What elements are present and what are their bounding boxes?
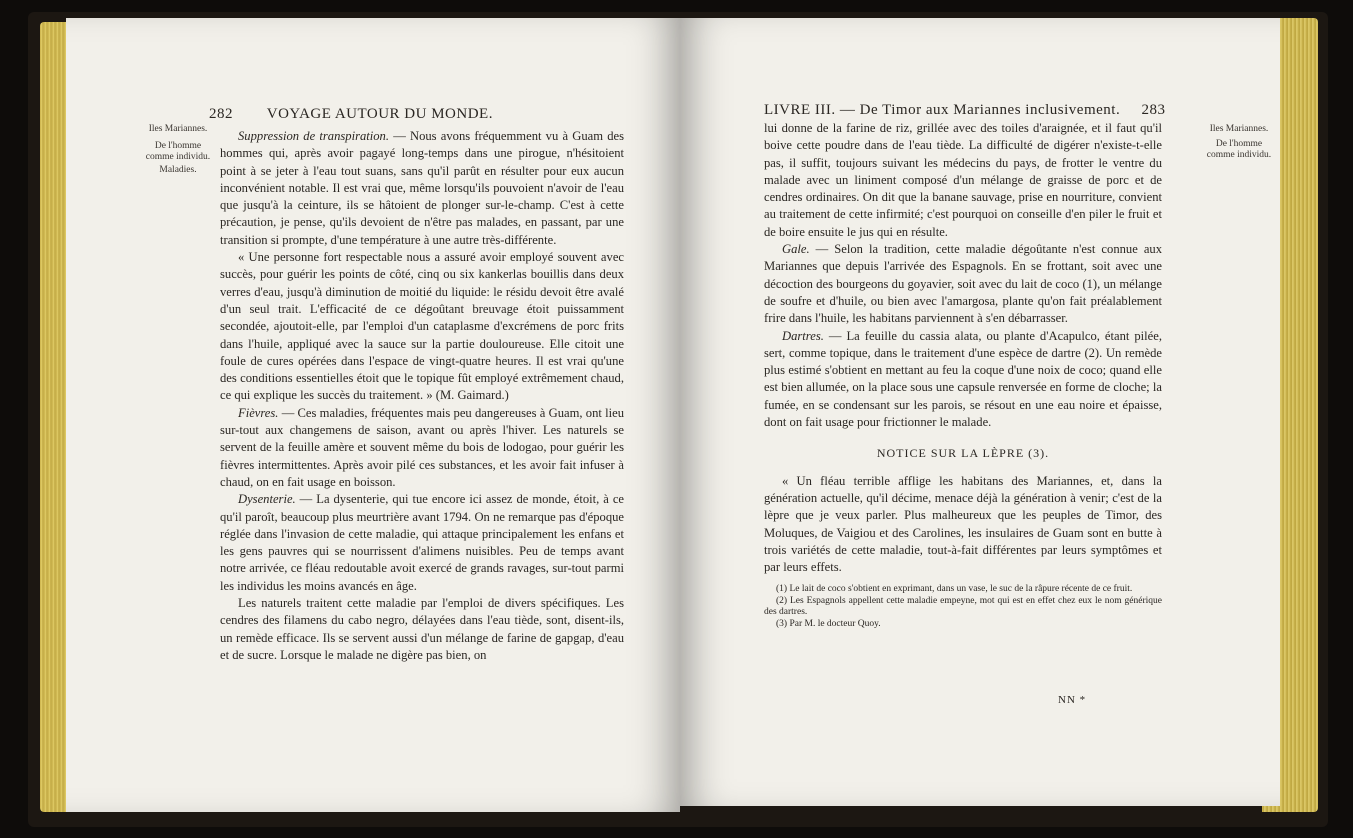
paragraph: Suppression de transpiration. — Nous avons fréquemment vu à Guam des hommes qui, après avoir pagayé long-temps dans une pirogue, n'hésitoient point à se jeter à l'eau tout suans, sans qu'il parût en résulter pour eux aucun inconvénient notable. Il est vrai que, même lorsqu'ils pouvoient n'avoir de l'eau que jusqu'à la ceinture, ils se hâtoient de plonger sur-le-champ. C'est à cette précaution, je pense, qu'ils devoient de n'être pas malades, en passant, par une transition si prompte, d'une température à une autre très-différente. — [220, 129, 625, 247]
sidenote: De l'homme comme individu. — [1206, 139, 1272, 160]
paragraph: « Une personne fort respectable nous a assuré avoir employé souvent avec succès, pour guérir les points de côté, cinq ou six kankerlas bouillis dans deux verres d'eau, jusqu'à diminution de moitié du liquide: le résidu devoit être avalé d'un seul trait. L'efficacité de ce dégoûtant breuvage étoit puissamment secondée, ajoutoit-elle, par l'emploi d'un cataplasme d'excrémens de porc frits dans l'huile, appliqué avec la sauce sur la partie douloureuse. Elle citoit une foule de cures opérées dans l'espace de vingt-quatre heures. Il est vrai qu'une des conditions essentielles étoit que le topique fût employé extrêmement chaud, ce qui explique les succès du traitement. » (M. Gaimard.) — [220, 250, 624, 403]
paragraph: Dartres. — La feuille du cassia alata, ou plante d'Acapulco, étant pilée, sert, comme topique, dans le traitement d'une espèce de dartre (2). Un remède plus estimé s'obtient en mettant au feu la coque d'une noix de coco; quand elle est bien allumée, on la place sous une capsule renversée en forme de cloche; la fumée, en se condensant sur les parois, se résout en une eau noire et épaisse, dont on fait usage pour frictionner le malade. — [764, 328, 1162, 430]
paragraph: Gale. — Selon la tradition, cette maladie dégoûtante n'est connue aux Mariannes que depuis l'arrivée des Espagnols. En se frottant, soit avec une décoction des bourgeons du goyavier, soit avec du lait de coco (1), un mélange de soufre et d'huile, ou bien avec l'amargosa, plante qu'on fait préalablement frire dans l'huile, les habitans parviennent à s'en débarrasser. — [764, 242, 1162, 326]
right-header-title: LIVRE III. — De Timor aux Mariannes inclusivement. — [764, 102, 1121, 118]
footnote: (1) Le lait de coco s'obtient en exprimant, dans un vase, le suc de la râpure récente de ce fruit. — [776, 584, 1133, 595]
footnotes — [764, 584, 1162, 630]
right-body-text — [764, 120, 1162, 630]
left-header-title: VOYAGE AUTOUR DU MONDE. — [266, 106, 493, 122]
paragraph: Dysenterie. — La dysenterie, qui tue encore ici assez de monde, étoit, à ce qu'il paroît, beaucoup plus meurtrière avant 1794. On ne remarque pas d'époque réglée dans l'invasion de cette maladie, qui attaque principalement les enfans et les gens pauvres qui se nourrissent d'alimens nuisibles. Peu de temps avant notre arrivée, ce fléau redoutable avoit exercé de grands ravages, sur-tout parmi les individus les moins avancés en âge. — [220, 492, 624, 593]
left-running-head — [209, 106, 493, 123]
notice-paragraph: « Un fléau terrible afflige les habitans des Mariannes, et, dans la génération actuelle, qu'il décime, menace déjà la génération à venir; c'est de la lèpre que je veux parler. Plus malheureux que les peuples de Timor, des Moluques, de Vaigiou et des Carolines, les insulaires de Guam sont en butte à trois variétés de cette maladie, tout-à-fait différentes par leurs symptômes et par leurs effets. — [764, 473, 1162, 575]
right-page — [680, 18, 1280, 806]
footnote: (3) Par M. le docteur Quoy. — [776, 618, 881, 629]
sidenote: Iles Mariannes. — [1209, 124, 1269, 134]
right-sidenotes — [1204, 124, 1274, 161]
left-body-text — [220, 128, 624, 664]
sidenote: Iles Mariannes. — [148, 124, 208, 134]
footnote: (2) Les Espagnols appellent cette maladie empeyne, mot qui est en effet chez eux le nom générique des dartres. — [764, 595, 1162, 618]
paragraph: Les naturels traitent cette maladie par l'emploi de divers spécifiques. Les cendres des filamens du cabo negro, délayées dans l'eau tiède, sont, disent-ils, un remède efficace. Ils se servent aussi d'un mélange de farine de gapgap, d'eau et de sucre. Lorsque le malade ne digère pas bien, on — [220, 596, 624, 662]
sidenote: Maladies. — [159, 165, 197, 175]
left-page-number: 282 — [209, 106, 233, 122]
sidenote: De l'homme comme individu. — [145, 141, 211, 162]
notice-title: NOTICE SUR LA LÈPRE (3). — [876, 446, 1050, 461]
left-sidenotes — [142, 124, 214, 176]
signature-mark: NN * — [1058, 694, 1087, 706]
right-page-number: 283 — [1141, 102, 1166, 118]
right-running-head — [764, 102, 1165, 119]
paragraph: Fièvres. — Ces maladies, fréquentes mais peu dangereuses à Guam, ont lieu sur-tout aux changemens de saison, avant ou après l'hiver. Les naturels se servent de la feuille amère et souvent même du bois de lodogao, pour guérir les fièvres intermittentes. Après avoir pilé ces substances, et les avoir fait infuser à chaud, on en fait usage en boisson. — [220, 405, 624, 489]
left-page — [66, 18, 680, 812]
paragraph: lui donne de la farine de riz, grillée avec des toiles d'araignée, et il faut qu'il boive cette poudre dans de l'eau tiède. La difficulté de digérer n'existe-t-elle pas, il suffit, toujours suivant les médecins du pays, de frotter le ventre du malade avec un liniment composé d'un mélange de graisse de porc et de cendres ordinaires. On dit que la banane sauvage, prise en nourriture, convient au traitement de cette infirmité; c'est pourquoi on conseille d'en piler le fruit et de boire ensuite le jus qui en résulte. — [764, 121, 1162, 239]
